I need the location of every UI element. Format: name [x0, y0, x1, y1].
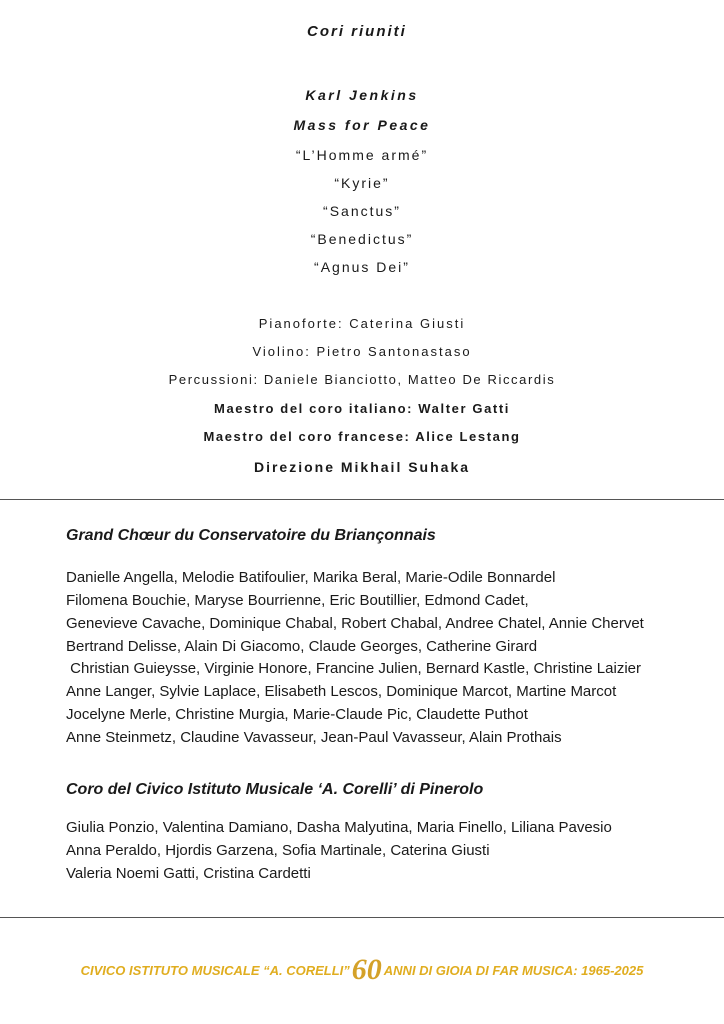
choir2-title: Coro del Civico Istituto Musicale ‘A. Corelli’ di Pinerolo	[66, 781, 484, 798]
movement-item: “L’Homme armé”	[295, 147, 429, 163]
choir2-line: Giulia Ponzio, Valentina Damiano, Dasha Malyutina, Maria Finello, Liliana Pavesio	[66, 819, 612, 836]
footer-left-text: CIVICO ISTITUTO MUSICALE “A. CORELLI”	[80, 962, 350, 978]
choir1-line: Bertrand Delisse, Alain Di Giacomo, Claude Georges, Catherine Girard	[66, 638, 538, 655]
choir1-title: Grand Chœur du Conservatoire du Briançonnais	[66, 527, 436, 544]
footer-banner	[0, 955, 724, 985]
page-title: Cori riuniti	[307, 23, 407, 40]
movement-item: “Agnus Dei”	[314, 259, 410, 275]
choir1-line: Genevieve Cavache, Dominique Chabal, Robert Chabal, Andree Chatel, Annie Chervet	[66, 615, 644, 632]
credit-percussion: Percussioni: Daniele Bianciotto, Matteo De Riccardis	[168, 372, 556, 387]
composer-name: Karl Jenkins	[305, 87, 419, 103]
credit-direction: Direzione Mikhail Suhaka	[253, 459, 471, 475]
choir1-line: Christian Guieysse, Virginie Honore, Francine Julien, Bernard Kastle, Christine Laizier	[66, 660, 641, 677]
choir1-line: Danielle Angella, Melodie Batifoulier, Marika Beral, Marie-Odile Bonnardel	[66, 569, 556, 586]
choir1-line: Anne Langer, Sylvie Laplace, Elisabeth Lescos, Dominique Marcot, Martine Marcot	[66, 683, 617, 700]
footer-right-text: ANNI DI GIOIA DI FAR MUSICA: 1965-2025	[383, 962, 644, 978]
divider-top	[0, 499, 724, 500]
credit-master-italian: Maestro del coro italiano: Walter Gatti	[214, 401, 510, 416]
credit-violin: Violino: Pietro Santonastaso	[252, 344, 472, 359]
anniversary-60-logo: 60	[351, 953, 382, 986]
choir1-line: Jocelyne Merle, Christine Murgia, Marie-Claude Pic, Claudette Puthot	[66, 706, 528, 723]
choir2-line: Valeria Noemi Gatti, Cristina Cardetti	[66, 865, 311, 882]
movement-item: “Kyrie”	[334, 175, 390, 191]
divider-bottom	[0, 917, 724, 918]
movement-item: “Sanctus”	[323, 203, 401, 219]
choir1-line: Filomena Bouchie, Maryse Bourrienne, Eric Boutillier, Edmond Cadet,	[66, 592, 529, 609]
movement-item: “Benedictus”	[310, 231, 414, 247]
choir1-line: Anne Steinmetz, Claudine Vavasseur, Jean-Paul Vavasseur, Alain Prothais	[66, 729, 562, 746]
choir2-line: Anna Peraldo, Hjordis Garzena, Sofia Martinale, Caterina Giusti	[66, 842, 490, 859]
credit-piano: Pianoforte: Caterina Giusti	[258, 316, 466, 331]
work-title: Mass for Peace	[293, 117, 431, 133]
credit-master-french: Maestro del coro francese: Alice Lestang	[203, 429, 521, 444]
